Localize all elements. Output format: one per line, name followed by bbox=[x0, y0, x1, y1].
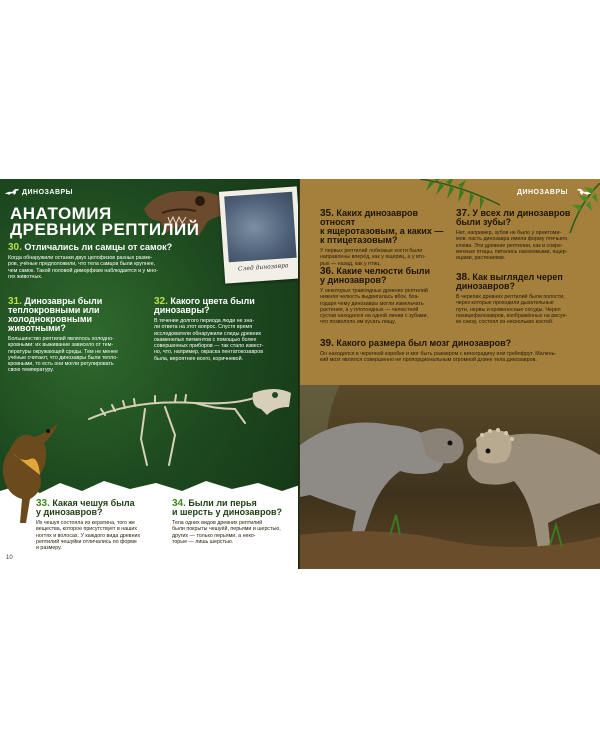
question-text bbox=[8, 255, 218, 280]
question-title: Как выглядел череп bbox=[472, 272, 563, 282]
question-title: Каких динозавров относят bbox=[320, 208, 419, 227]
title-line: АНАТОМИЯ bbox=[10, 204, 112, 223]
question-heading bbox=[320, 339, 596, 348]
dinosaur-skeleton-image bbox=[85, 379, 295, 469]
question-title: Какого цвета были bbox=[170, 296, 255, 306]
text-line: Тела одних видов древних рептилий bbox=[172, 520, 263, 526]
text-line: окаменелых пигментов с помощью более bbox=[154, 336, 257, 343]
question-text bbox=[456, 294, 596, 325]
question-block bbox=[8, 297, 150, 374]
text-line: вещества, которое присутствует в наших bbox=[36, 526, 137, 533]
question-heading bbox=[172, 499, 296, 517]
text-line: менные птицы, питались насекомыми, ящер- bbox=[456, 248, 568, 255]
text-line: Он находился в черепной коробке и мог быть размером с виноградину или грейпфрут. Малень- bbox=[320, 351, 557, 357]
question-block bbox=[456, 273, 596, 325]
text-line: ке снизу, состоял из нескольких костей. bbox=[456, 319, 554, 326]
text-line: Когда обнаружили останки двух целофизов разных разме- bbox=[8, 255, 153, 261]
question-number: 39. bbox=[320, 338, 334, 349]
text-line: гих животных. bbox=[8, 273, 43, 280]
question-number: 37. bbox=[456, 208, 470, 219]
footprint-photo bbox=[219, 186, 300, 283]
text-line: направлены вперёд, как у ящериц, а у вто- bbox=[320, 254, 426, 261]
question-heading bbox=[154, 297, 294, 315]
question-block bbox=[36, 499, 160, 551]
question-heading bbox=[320, 209, 450, 245]
running-head: ДИНОЗАВРЫ bbox=[516, 189, 568, 196]
text-line: растения, а у плотоядных — челюстной bbox=[320, 306, 419, 313]
text-line: В черепах древних рептилий были полости, bbox=[456, 294, 565, 300]
text-line: была, вероятнее всего, коричневой. bbox=[154, 355, 244, 362]
question-heading bbox=[36, 499, 160, 517]
question-title: У всех ли динозавров bbox=[472, 208, 571, 218]
question-text bbox=[172, 520, 296, 545]
text-line: В течение долгого периода люди не зна- bbox=[154, 318, 255, 324]
question-heading bbox=[8, 243, 218, 252]
text-line: пути, нервы и кровеносные сосуды. Череп bbox=[456, 306, 561, 313]
question-title: Динозавры были bbox=[24, 296, 103, 306]
pachycephalosaurus-fight-image bbox=[300, 385, 600, 569]
question-title: к птицетазовым? bbox=[320, 235, 398, 245]
question-heading bbox=[320, 267, 454, 285]
left-page bbox=[0, 179, 300, 569]
question-title: Отличались ли самцы от самок? bbox=[24, 242, 173, 252]
question-block bbox=[8, 243, 218, 280]
text-line: кровными: их выживание зависело от тем- bbox=[8, 342, 114, 349]
question-number: 32. bbox=[154, 296, 168, 307]
question-number: 34. bbox=[172, 498, 186, 509]
question-title: теплокровными или bbox=[8, 305, 100, 315]
text-line: пературы окружающей среды. Тем не менее bbox=[8, 348, 118, 355]
text-line: кий мозг являлся совершенно не пропорциональным огромной длине тела динозавров. bbox=[320, 357, 537, 364]
text-line: нижняя челюсть выдвигалась вбок, бла- bbox=[320, 294, 420, 301]
question-title: у динозавров? bbox=[320, 275, 387, 285]
text-line: ногтях и волосах. У каждого вида древних bbox=[36, 532, 141, 539]
question-number: 30. bbox=[8, 242, 22, 253]
text-line: мов: пасть динозавра имела форму птичьего bbox=[456, 236, 568, 243]
question-number: 33. bbox=[36, 498, 50, 509]
question-block bbox=[456, 209, 596, 261]
question-title: динозавров? bbox=[456, 281, 515, 291]
question-block bbox=[320, 267, 454, 326]
question-text bbox=[320, 288, 454, 326]
text-line: Их чешуя состояла из кератина, того же bbox=[36, 520, 135, 526]
question-text bbox=[320, 248, 450, 267]
dinosaur-silhouette-icon bbox=[4, 187, 20, 196]
page-number: 10 bbox=[6, 555, 13, 561]
question-text bbox=[36, 520, 160, 551]
question-title: и шерсть у динозавров? bbox=[172, 507, 282, 517]
text-line: других — только перьями, а неко- bbox=[172, 532, 256, 539]
dinosaur-silhouette-icon bbox=[576, 187, 592, 196]
text-line: годаря чему динозавры могли измельчать bbox=[320, 300, 424, 307]
question-number: 36. bbox=[320, 266, 334, 277]
text-line: чем самок. Такой половой диморфизм наблюдается и у мно- bbox=[8, 267, 158, 274]
question-title: динозавры? bbox=[154, 305, 210, 315]
question-title: холоднокровными животными? bbox=[8, 314, 93, 333]
text-line: Большинство рептилий являлось холоднo- bbox=[8, 336, 114, 342]
question-title: были зубы? bbox=[456, 217, 511, 227]
question-number: 31. bbox=[8, 296, 22, 307]
running-head: ДИНОЗАВРЫ bbox=[22, 189, 74, 196]
text-line: учёные считают, что динозавры были тепло- bbox=[8, 354, 118, 361]
photo-caption: След динозавра bbox=[237, 262, 289, 273]
text-line: исследователи обнаружили следы древних bbox=[154, 330, 262, 337]
text-line: что позволяло им кусать пищу. bbox=[320, 319, 396, 326]
question-number: 35. bbox=[320, 208, 334, 219]
question-heading bbox=[456, 209, 596, 227]
question-block bbox=[154, 297, 294, 362]
question-title: Какие челюсти были bbox=[336, 266, 431, 276]
question-number: 38. bbox=[456, 272, 470, 283]
question-text bbox=[320, 351, 596, 364]
text-line: пахицефалозавров, изображённых на рисун- bbox=[456, 312, 568, 319]
question-title: Какая чешуя была bbox=[52, 498, 135, 508]
text-line: рых — назад, как у птиц. bbox=[320, 260, 381, 267]
question-block bbox=[172, 499, 296, 545]
question-heading bbox=[456, 273, 596, 291]
footprint-image bbox=[224, 192, 296, 263]
page-title bbox=[10, 206, 200, 238]
question-heading bbox=[8, 297, 150, 333]
right-page bbox=[300, 179, 600, 569]
text-line: свою температуру. bbox=[8, 367, 54, 374]
text-line: У первых рептилий лобковые кости были bbox=[320, 248, 423, 254]
title-line: ДРЕВНИХ РЕПТИЛИЙ bbox=[10, 220, 200, 239]
text-line: через которые проходили дыхательные bbox=[456, 300, 554, 307]
question-title: к ящеротазовым, а каких — bbox=[320, 226, 444, 236]
text-line: рептилий чешуйки отличались по форме bbox=[36, 538, 137, 545]
text-line: но, что, например, окраска пентатокозавров bbox=[154, 349, 264, 356]
text-line: сустав находился на одной линии с зубами, bbox=[320, 313, 428, 320]
text-line: У некоторых травоядных древних рептилий bbox=[320, 288, 428, 294]
book-spread bbox=[0, 179, 600, 569]
text-line: и размеру. bbox=[36, 545, 62, 552]
question-title: у динозавров? bbox=[36, 507, 103, 517]
question-text bbox=[154, 318, 294, 362]
text-line: совершенных приборов — так стало извест- bbox=[154, 343, 264, 350]
fern-leaf-decoration bbox=[420, 179, 500, 211]
question-title: Были ли перья bbox=[188, 498, 257, 508]
question-text bbox=[8, 336, 150, 374]
text-line: торые — лишь шерстью. bbox=[172, 538, 234, 545]
text-line: клюва. Эти древние рептилии, как и совре- bbox=[456, 242, 563, 249]
text-line: Нет, например, зубов не было у орнитоми- bbox=[456, 230, 562, 236]
text-line: ицами, растениями. bbox=[456, 255, 506, 262]
question-block bbox=[320, 209, 450, 267]
question-title: Какого размера был мозг динозавров? bbox=[336, 338, 512, 348]
question-block bbox=[320, 339, 596, 364]
text-line: ли ответа на этот вопрос. Спустя время bbox=[154, 324, 253, 331]
question-text bbox=[456, 230, 596, 261]
text-line: были покрыты чешуёй, перьями и шерстью, bbox=[172, 526, 281, 533]
text-line: ров, учёные предположили, что тела самцов были крупнее, bbox=[8, 261, 156, 268]
text-line: кровными, то есть они могли регулировать bbox=[8, 361, 114, 368]
